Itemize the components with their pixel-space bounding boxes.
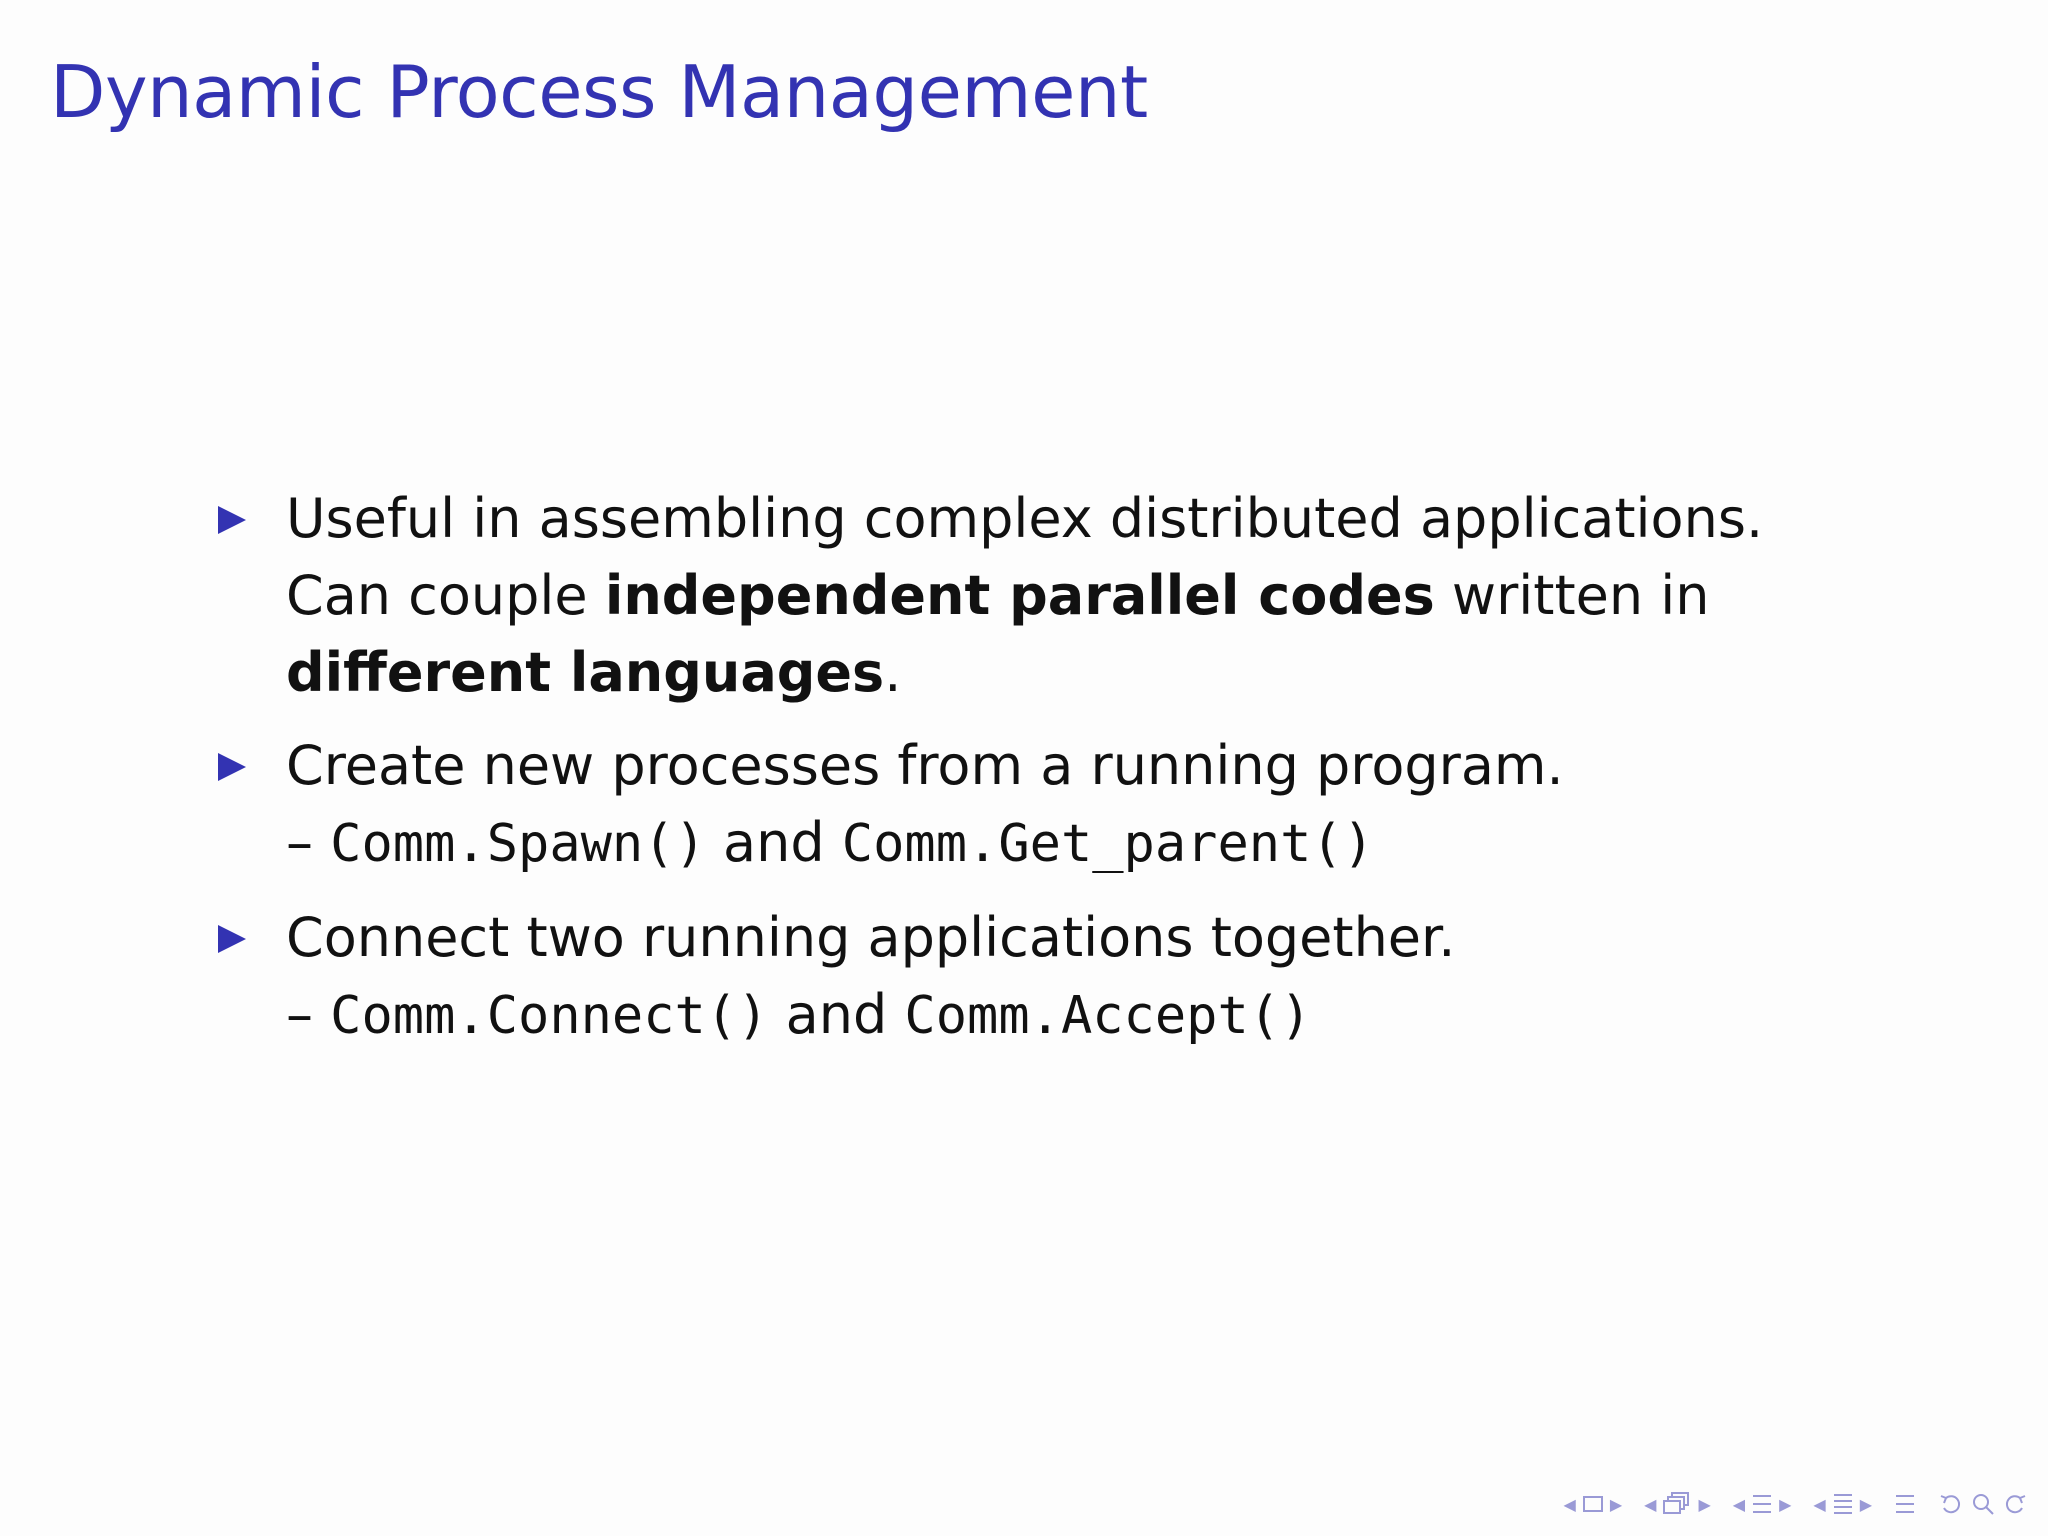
nav-section-icon[interactable]: ◀ ▶ xyxy=(1732,1494,1792,1514)
nav-outline-icon[interactable] xyxy=(1894,1492,1916,1516)
beamer-navigation-bar xyxy=(1542,1486,2029,1522)
triangle-bullet-icon xyxy=(218,753,246,781)
bullet-3-subline xyxy=(286,976,1838,1055)
bullet-3-dash: – xyxy=(286,983,331,1046)
bullet-item-3 xyxy=(218,899,1838,1055)
triangle-bullet-icon xyxy=(218,506,246,534)
code-comm-connect: Comm.Connect() xyxy=(330,986,769,1046)
bullet-list xyxy=(218,480,1838,1071)
nav-undo-icon[interactable] xyxy=(1938,1492,1964,1516)
code-comm-spawn: Comm.Spawn() xyxy=(330,814,706,874)
bullet-1-part-1: Useful in assembling complex distributed applications. Can couple xyxy=(286,487,1764,627)
nav-subsection-icon[interactable]: ◀ ▶ xyxy=(1644,1494,1711,1514)
bullet-1-part-4: different languages xyxy=(286,641,885,704)
bullet-2-line: Create new processes from a running program. xyxy=(286,734,1564,797)
bullet-2-joiner: and xyxy=(705,811,842,874)
bullet-item-1 xyxy=(218,480,1838,711)
bullet-item-2 xyxy=(218,727,1838,883)
slide-title: Dynamic Process Management xyxy=(50,50,1148,134)
bullet-2-dash: – xyxy=(286,811,331,874)
nav-part-icon[interactable]: ◀ ▶ xyxy=(1813,1494,1872,1514)
bullet-1-part-5: . xyxy=(884,641,902,704)
bullet-1-part-2: independent parallel codes xyxy=(604,564,1435,627)
nav-search-icon[interactable] xyxy=(1970,1492,1996,1516)
bullet-1-part-3: written in xyxy=(1434,564,1710,627)
bullet-3-joiner: and xyxy=(768,983,905,1046)
nav-frame-icon[interactable]: ◀ ▶ xyxy=(1563,1494,1623,1514)
nav-search-group xyxy=(1938,1492,2028,1516)
bullet-3-line: Connect two running applications together. xyxy=(286,906,1456,969)
triangle-bullet-icon xyxy=(218,925,246,953)
code-comm-get-parent: Comm.Get_parent() xyxy=(841,814,1375,874)
code-comm-accept: Comm.Accept() xyxy=(904,986,1312,1046)
bullet-2-subline xyxy=(286,804,1838,883)
nav-redo-icon[interactable] xyxy=(2002,1492,2028,1516)
